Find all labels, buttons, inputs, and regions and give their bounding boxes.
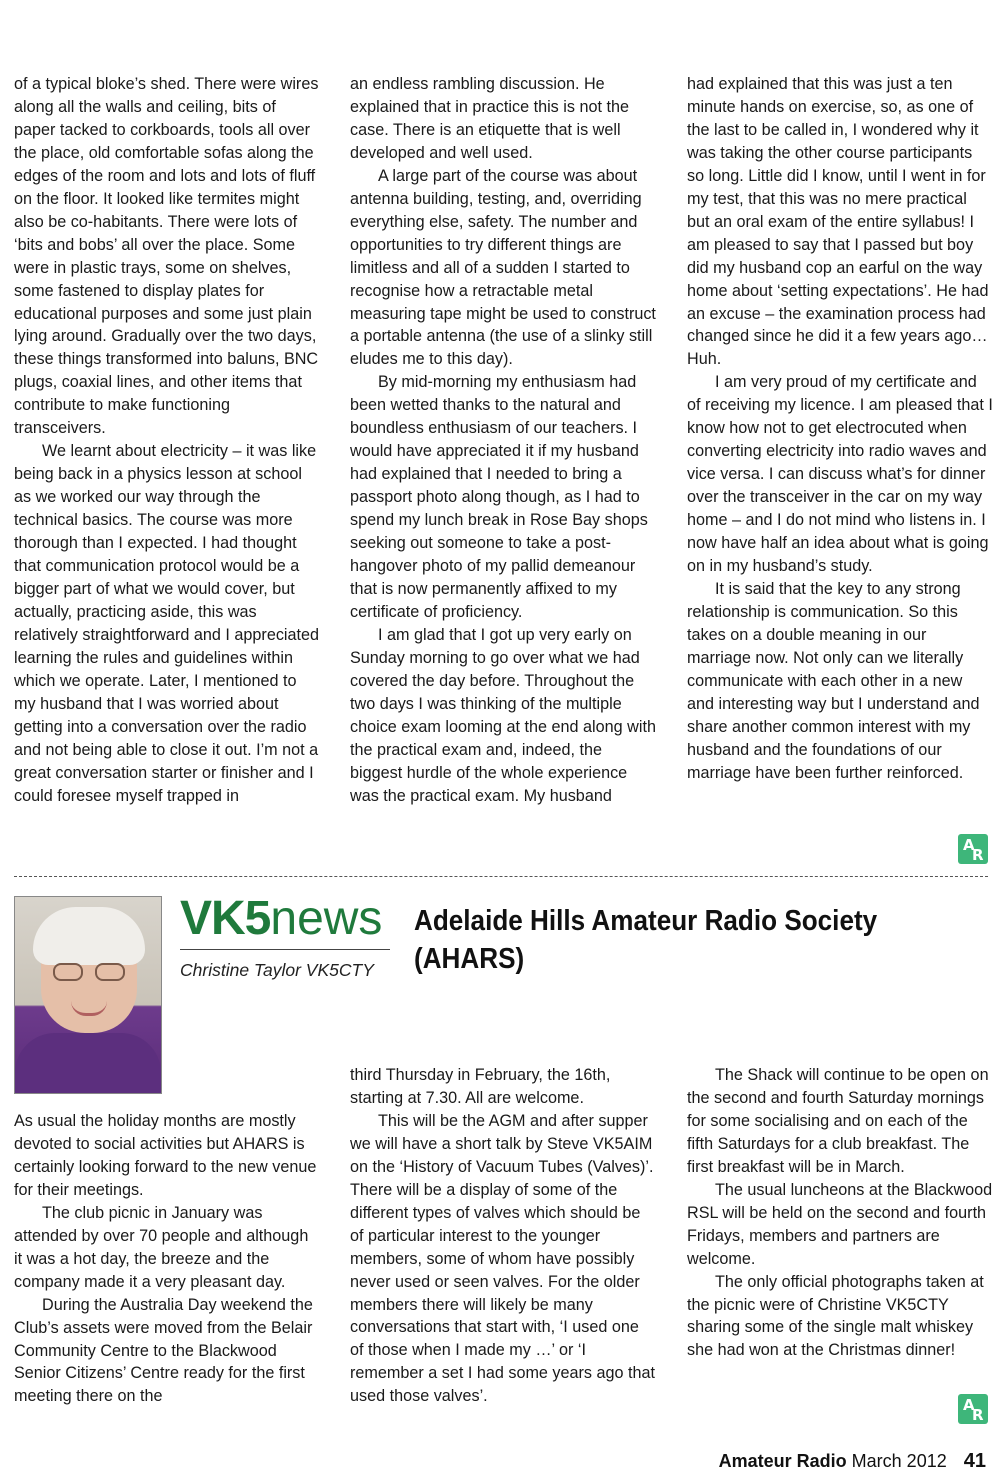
- upper-column-2: [350, 73, 656, 808]
- lower-column-3: [687, 1064, 993, 1362]
- paragraph: The usual luncheons at the Blackwood RSL will be held on the second and fourth Fridays, members and partners are welcome.: [687, 1180, 993, 1268]
- vk5news-logo: [180, 893, 382, 945]
- paragraph: The Shack will continue to be open on the second and fourth Saturday mornings for some socialising and on each of the fifth Saturdays for a club breakfast. The first breakfast will be in March.: [687, 1066, 989, 1176]
- brand-news: news: [270, 892, 383, 945]
- paragraph: of a typical bloke’s shed. There were wires along all the walls and ceiling, bits of paper tacked to corkboards, tools all over the place, old comfortable sofas along the edges of the room and lots and lots of fluff on the floor. It looked like termites might also be co-habitants. There were lots of ‘bits and bobs’ all over the place. Some were in plastic trays, some on shelves, some fastened to display plates for educational purposes and some just plain lying around. Gradually over the two days, these things transformed into baluns, BNC plugs, coaxial lines, and other items that contribute to make functioning transceivers.: [14, 75, 319, 438]
- paragraph: It is said that the key to any strong relationship is communication. So this takes on a double meaning in our marriage now. Not only can we literally communicate with each other in a new and interesting way but I understand and share another common interest with my husband and the foundations of our marriage have been further reinforced.: [687, 579, 980, 782]
- paragraph: This will be the AGM and after supper we will have a short talk by Steve VK5AIM on the ‘History of Vacuum Tubes (Valves)’. There will be a display of some of the different types of valves which should be of particular interest to the younger members, some of whom have possibly never used or seen valves. For the older members there will likely be many conversations that start with, ‘I used one of those when I made my …’ or ‘I remember a set I had some years ago that used those valves’.: [350, 1111, 656, 1406]
- lower-column-1: [14, 1110, 320, 1408]
- author-byline: Christine Taylor VK5CTY: [180, 960, 374, 980]
- paragraph: A large part of the course was about antenna building, testing, and, overriding everything else, safety. The number and opportunities to try different things are limitless and all of a sudden I started to recognise how a retractable metal measuring tape might be used to construct a portable antenna (the use of a slinky still eludes me to this day).: [350, 166, 656, 369]
- section-divider: [14, 876, 988, 877]
- page-number: 41: [963, 1450, 986, 1472]
- paragraph: I am glad that I got up very early on Sunday morning to go over what we had covered the day before. Throughout the two days I was thinking of the multiple choice exam looming at the end along with the practical exam and, indeed, the biggest hurdle of the whole experience was the practical exam. My husband: [350, 625, 656, 805]
- upper-column-3: [687, 73, 993, 785]
- paragraph: We learnt about electricity – it was like being back in a physics lesson at school as we worked our way through the technical basics. The course was more thorough than I expected. I had thought that communication protocol would be a bigger part of what we would cover, but actually, practicing aside, this was relatively straightforward and I appreciated learning the rules and guidelines within which we operate. Later, I mentioned to my husband that I was worried about getting into a conversation over the radio and not being able to close it out. I’m not a great conversation starter or finisher and I could foresee myself trapped in: [14, 442, 320, 805]
- paragraph: The only official photographs taken at the picnic were of Christine VK5CTY sharing some of the single malt whiskey she had won at the Christmas dinner!: [687, 1272, 984, 1360]
- paragraph: third Thursday in February, the 16th, starting at 7.30. All are welcome.: [350, 1066, 611, 1107]
- issue-date: March 2012: [851, 1451, 947, 1471]
- paragraph: an endless rambling discussion. He explained that in practice this is not the case. There is an etiquette that is well developed and well used.: [350, 75, 629, 162]
- ar-end-mark-icon: A R: [958, 834, 988, 864]
- article-title: Adelaide Hills Amateur Radio Society (AHARS): [414, 905, 878, 975]
- upper-column-1: [14, 73, 320, 808]
- brand-underline: [180, 949, 390, 950]
- brand-vk5: VK5: [180, 892, 271, 945]
- publication-name: Amateur Radio: [718, 1451, 847, 1471]
- paragraph: By mid-morning my enthusiasm had been wetted thanks to the natural and boundless enthusiasm of our teachers. I would have appreciated it if my husband had explained that I needed to bring a passport photo along though, as I had to spend my lunch break in Rose Bay shops seeking out someone to take a post-hangover photo of my pallid demeanour that is now permanently affixed to my certificate of proficiency.: [350, 373, 648, 621]
- ar-end-mark-icon: A R: [958, 1394, 988, 1424]
- paragraph: had explained that this was just a ten minute hands on exercise, so, as one of the last to be called in, I wondered why it was taking the other course participants so long. Little did I know, until I went in for my test, that this was no mere practical but an oral exam of the entire syllabus! I am pleased to say that I passed but boy did my husband cop an earful on the way home about ‘setting expectations’. He had an excuse – the examination process had changed since he did it a few years ago…Huh.: [687, 75, 989, 369]
- page-footer: [719, 1450, 986, 1473]
- paragraph: The club picnic in January was attended by over 70 people and although it was a hot day, the breeze and the company made it a very pleasant day.: [14, 1203, 309, 1291]
- author-photo: [14, 896, 162, 1094]
- paragraph: As usual the holiday months are mostly devoted to social activities but AHARS is certainly looking forward to the new venue for their meetings.: [14, 1112, 317, 1199]
- paragraph: During the Australia Day weekend the Club’s assets were moved from the Belair Community Centre to the Blackwood Senior Citizens’ Centre ready for the first meeting there on the: [14, 1295, 313, 1406]
- lower-column-2: [350, 1064, 656, 1408]
- paragraph: I am very proud of my certificate and of receiving my licence. I am pleased that I know how not to get electrocuted when converting electricity into radio waves and vice versa. I can discuss what’s for dinner over the transceiver in the car on my way home – and I do not mind who listens in. I now have half an idea about what is going on in my husband’s study.: [687, 373, 993, 576]
